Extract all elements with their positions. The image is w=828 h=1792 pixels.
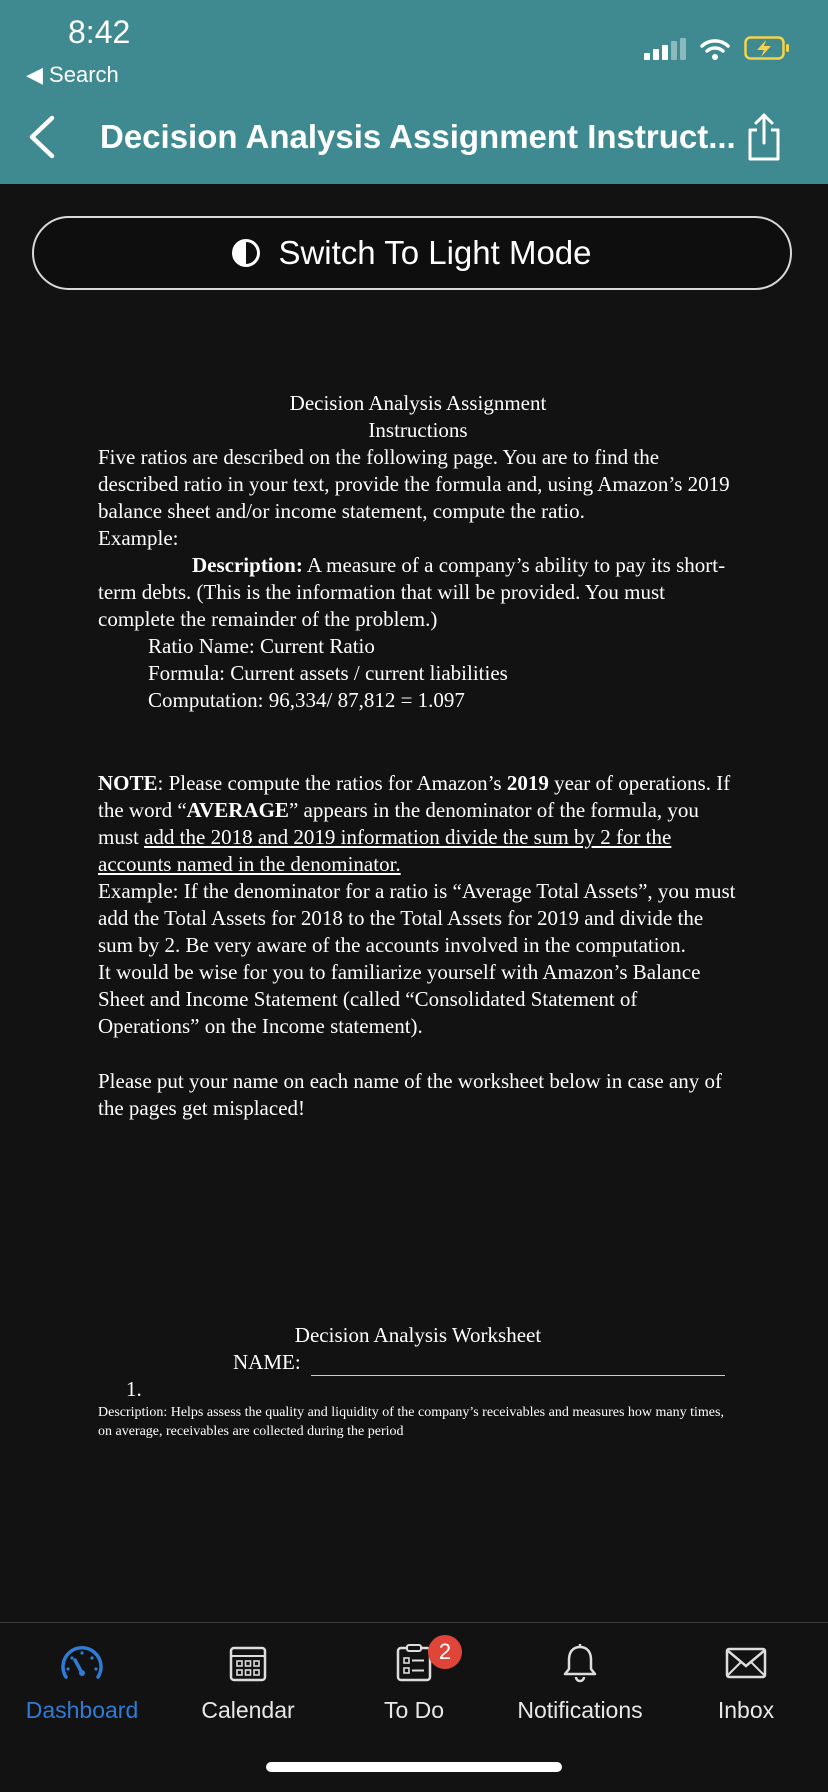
back-app-label: Search — [49, 62, 119, 87]
status-icons — [644, 36, 790, 60]
description-label: Description: — [192, 553, 303, 577]
share-icon[interactable] — [744, 112, 784, 162]
intro-paragraph: Five ratios are described on the following page. You are to find the described ratio in your text, provide the formula and, using Amazon’s 2019 balance sheet and/or income statement, compute the ratio. — [98, 445, 730, 523]
note-year: 2019 — [506, 771, 549, 795]
bell-icon — [560, 1642, 600, 1684]
tab-todo[interactable] — [332, 1641, 496, 1724]
switch-light-mode-label: Switch To Light Mode — [278, 234, 592, 271]
navigation-bar — [0, 90, 828, 184]
note-underlined: add the 2018 and 2019 information divide the sum by 2 for the accounts named in the denominator. — [98, 825, 672, 876]
tab-calendar-label: Calendar — [201, 1697, 295, 1723]
cellular-signal-icon — [644, 38, 686, 60]
example-description — [98, 552, 738, 633]
note-label: NOTE — [98, 771, 158, 795]
formula: Formula: Current assets / current liabilities — [148, 661, 508, 685]
status-time: 8:42 — [68, 14, 131, 50]
contrast-icon — [232, 239, 260, 267]
back-to-search-link[interactable] — [26, 62, 119, 88]
item-description: Description: Helps assess the quality and liquidity of the company’s receivables and measures how many times, on average, receivables are collected during the period — [98, 1405, 724, 1439]
page-title: Decision Analysis Assignment Instruct... — [100, 118, 736, 155]
name-row — [233, 1349, 738, 1376]
calendar-icon — [228, 1643, 268, 1683]
tab-notifications-label: Notifications — [517, 1697, 643, 1723]
description-text: A measure of a company’s ability to pay its short-term debts. (This is the information that will be provided. You must complete the remainder of the problem.) — [98, 553, 726, 631]
chevron-left-icon[interactable] — [24, 114, 60, 160]
back-triangle-icon: ◀ — [26, 62, 43, 87]
name-request-paragraph: Please put your name on each name of the worksheet below in case any of the pages get misplaced! — [98, 1069, 722, 1120]
example2-paragraph: Example: If the denominator for a ratio is “Average Total Assets”, you must add the Total Assets for 2018 to the Total Assets for 2019 and divide the sum by 2. Be very aware of the accounts involved in the computation. — [98, 879, 736, 957]
document-viewer[interactable] — [98, 390, 738, 1441]
tab-dashboard-label: Dashboard — [25, 1697, 139, 1723]
tab-todo-label: To Do — [383, 1697, 445, 1723]
ratio-name: Ratio Name: Current Ratio — [148, 634, 375, 658]
name-line — [311, 1353, 725, 1376]
item-number: 1. — [126, 1377, 142, 1401]
familiarize-paragraph: It would be wise for you to familiarize yourself with Amazon’s Balance Sheet and Income Statement (called “Consolidated Statement of Operations” on the Income statement). — [98, 960, 701, 1038]
computation: Computation: 96,334/ 87,812 = 1.097 — [148, 688, 465, 712]
note-paragraph: NOTE: Please compute the ratios for Amazon’s 2019 year of operations. If the word “AVERAGE” appears in the denominator of the formula, you must add the 2018 and 2019 information divide the sum by 2 for the accounts named in the denominator. — [98, 771, 731, 876]
tab-calendar[interactable] — [166, 1641, 330, 1724]
worksheet-title: Decision Analysis Worksheet — [294, 1323, 542, 1347]
name-label: NAME: — [233, 1350, 301, 1374]
dashboard-gauge-icon — [58, 1643, 106, 1683]
home-indicator[interactable] — [266, 1762, 562, 1772]
document-title: Decision Analysis Assignment — [289, 391, 547, 415]
example-label: Example: — [98, 526, 179, 550]
status-bar — [0, 0, 828, 90]
tab-inbox[interactable] — [664, 1641, 828, 1724]
document-subtitle: Instructions — [368, 418, 468, 442]
envelope-icon — [724, 1645, 768, 1681]
tab-notifications[interactable] — [498, 1641, 662, 1724]
todo-badge: 2 — [428, 1635, 462, 1669]
note-average: AVERAGE — [186, 798, 289, 822]
wifi-icon — [700, 38, 730, 60]
battery-charging-icon — [744, 36, 790, 60]
tab-inbox-label: Inbox — [717, 1697, 775, 1723]
switch-light-mode-button[interactable] — [32, 216, 792, 290]
tab-dashboard[interactable] — [0, 1641, 164, 1724]
